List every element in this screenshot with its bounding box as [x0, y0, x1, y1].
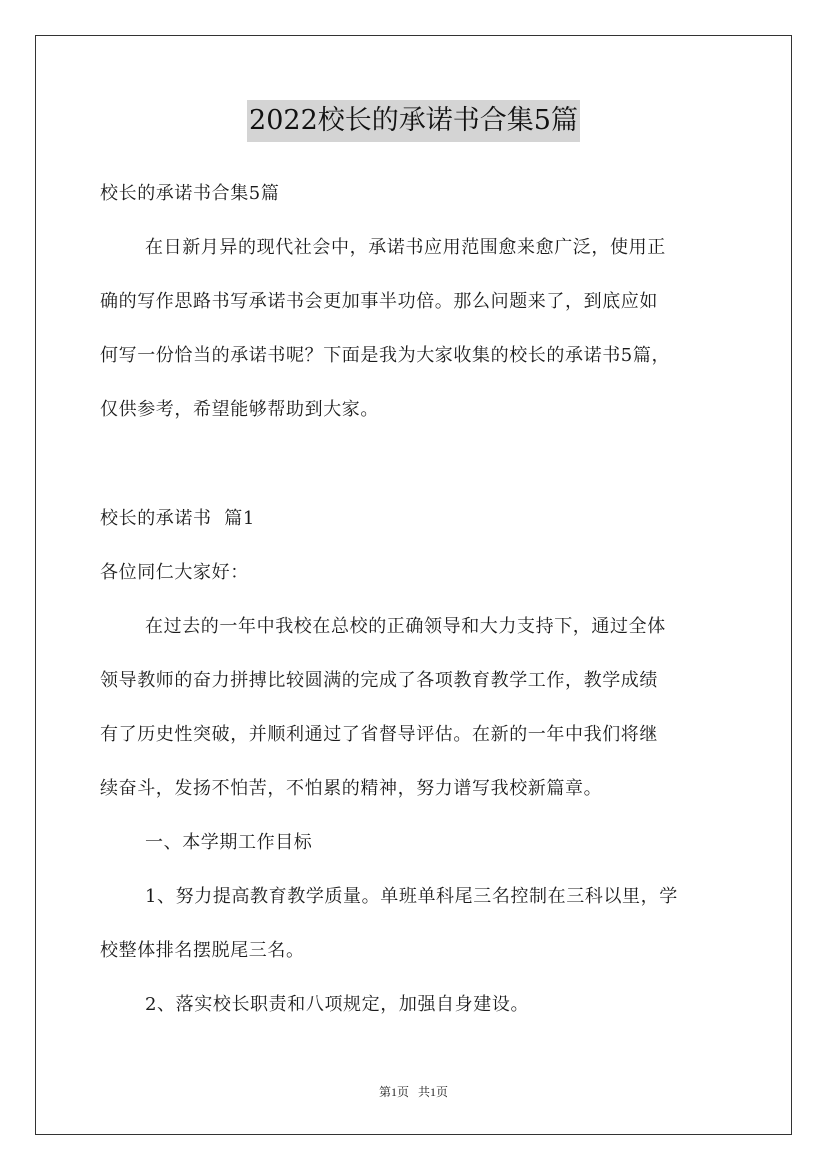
- body-line-3: 有了历史性突破，并顺利通过了省督导评估。在新的一年中我们将继: [100, 724, 658, 745]
- document-subtitle: 校长的承诺书合集5篇: [100, 183, 280, 204]
- intro-line-3: 何写一份恰当的承诺书呢？下面是我为大家收集的校长的承诺书5篇，: [100, 345, 671, 366]
- goal1-line-2: 校整体排名摆脱尾三名。: [100, 940, 305, 961]
- title-container: [0, 100, 827, 142]
- intro-line-4: 仅供参考，希望能够帮助到大家。: [100, 399, 379, 420]
- page-footer: [0, 1083, 827, 1101]
- page-number: 第1页: [378, 1085, 409, 1099]
- body-line-4: 续奋斗，发扬不怕苦，不怕累的精神，努力谱写我校新篇章。: [100, 778, 603, 799]
- document-title: 2022校长的承诺书合集5篇: [247, 100, 580, 142]
- page-total: 共1页: [418, 1085, 449, 1099]
- greeting: 各位同仁大家好：: [100, 562, 249, 583]
- body-line-1: 在过去的一年中我校在总校的正确领导和大力支持下，通过全体: [145, 616, 666, 637]
- intro-line-1: 在日新月异的现代社会中，承诺书应用范围愈来愈广泛，使用正: [145, 237, 666, 258]
- body-line-2: 领导教师的奋力拼搏比较圆满的完成了各项教育教学工作，教学成绩: [100, 670, 658, 691]
- section-heading: 校长的承诺书 篇1: [100, 508, 255, 529]
- intro-line-2: 确的写作思路书写承诺书会更加事半功倍。那么问题来了，到底应如: [100, 291, 658, 312]
- goal1-line-1: 1、努力提高教育教学质量。单班单科尾三名控制在三科以里，学: [145, 886, 678, 907]
- goal2-line: 2、落实校长职责和八项规定，加强自身建设。: [145, 994, 530, 1015]
- goal-heading: 一、本学期工作目标: [145, 832, 313, 853]
